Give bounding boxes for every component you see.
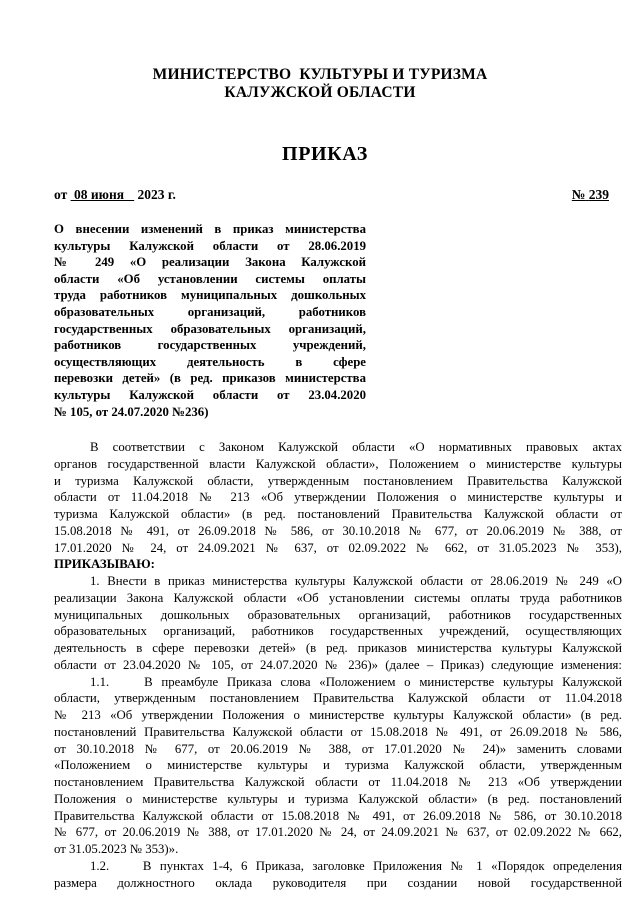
- body-line: от 31.05.2023 № 353)».: [54, 842, 179, 856]
- body-line: 1.2. В пунктах 1-4, 6 Приказа, заголовке Приложения № 1 «Порядок определения: [90, 858, 622, 873]
- body-line: деятельность в сфере перевозки детей» (в ред. приказов министерства культуры Калужской: [54, 641, 622, 655]
- order-body: [54, 439, 622, 891]
- body-line: постановлением Правительства Калужской области от 11.04.2018 № 213 «Об утверждении: [54, 775, 622, 789]
- order-date: [54, 187, 176, 203]
- order-number: [572, 187, 609, 203]
- body-line: размера должностного оклада руководителя при создании новой государственной: [54, 875, 622, 890]
- document-title: ПРИКАЗ: [282, 143, 368, 165]
- body-line: 15.08.2018 № 491, от 26.09.2018 № 586, от 30.10.2018 № 677, от 20.06.2019 № 388, от: [54, 523, 622, 538]
- body-line: № 677, от 20.06.2019 № 388, от 17.01.2020 № 24, от 24.09.2021 № 637, от 02.09.2022 № 662,: [54, 825, 622, 840]
- body-line: области, утвержденным постановлением Правительства Калужской области от 11.04.2018: [54, 691, 622, 706]
- subject-line: № 249 «О реализации Закона Калужской: [54, 255, 366, 270]
- number-value: 239: [588, 187, 609, 202]
- date-year: 2023 г.: [137, 187, 176, 202]
- ministry-header-line-1: МИНИСТЕРСТВО КУЛЬТУРЫ И ТУРИЗМА: [152, 66, 488, 83]
- body-line: области от 23.04.2020 № 105, от 24.07.2020 № 236)» (далее – Приказ) следующие изменения:: [54, 657, 622, 672]
- subject-line: культуры Калужской области от 23.04.2020: [54, 387, 366, 402]
- body-line: от 30.10.2018 № 677, от 20.06.2019 № 388, от 17.01.2020 № 24)» заменить словами: [54, 741, 622, 756]
- subject-line: государственных образовательных организаций,: [54, 321, 366, 336]
- date-day-month: 08 июня: [73, 187, 125, 202]
- subject-line: О внесении изменений в приказ министерства: [54, 222, 366, 236]
- subject-line: труда работников муниципальных дошкольных: [54, 288, 366, 303]
- subject-line: перевозки детей» (в ред. приказов министерства: [54, 371, 366, 386]
- body-line: 1. Внести в приказ министерства культуры Калужской области от 28.06.2019 № 249 «О: [90, 574, 622, 588]
- body-line: постановлений Правительства Калужской области от 15.08.2018 № 491, от 26.09.2018 № 586,: [54, 724, 622, 739]
- order-subject: [54, 221, 366, 420]
- date-prefix: от: [54, 187, 68, 202]
- body-line: «Положением о министерстве культуры и туризма Калужской области, утвержденным: [54, 758, 622, 773]
- body-line: № 213 «Об утверждении Положения о министерстве культуры Калужской области» (в ред.: [54, 708, 622, 722]
- body-line: 17.01.2020 № 24, от 24.09.2021 № 637, от 02.09.2022 № 662, от 31.05.2023 № 353),: [54, 540, 622, 555]
- body-line: Положения о министерстве культуры и туризма Калужской области» (в ред. постановлений: [54, 791, 622, 806]
- number-prefix: №: [571, 187, 586, 202]
- body-line: области от 11.04.2018 № 213 «Об утверждении Положения о министерстве культуры и: [54, 490, 622, 505]
- body-line: реализации Закона Калужской области «Об установлении системы оплаты труда работников: [54, 590, 622, 605]
- body-line: муниципальных дошкольных образовательных организаций, работников государственных: [54, 607, 622, 622]
- body-line: и туризма Калужской области, утвержденным постановлением Правительства Калужской: [54, 473, 622, 488]
- subject-line: осуществляющих деятельность в сфере: [54, 354, 366, 369]
- body-line: Правительства Калужской области от 15.08.2018 № 491, от 26.09.2018 № 586, от 30.10.2018: [54, 808, 622, 823]
- subject-line: работников государственных учреждений,: [54, 338, 366, 353]
- body-line: образовательных организаций, работников государственных учреждений, осуществляющих: [54, 624, 622, 639]
- ministry-header: [0, 66, 640, 102]
- body-line: туризма Калужской области» (в ред. постановлений Правительства Калужской области от: [54, 507, 622, 521]
- subject-line: области «Об установлении системы оплаты: [54, 271, 366, 286]
- subject-line: № 105, от 24.07.2020 №236): [54, 404, 209, 419]
- body-line: органов государственной власти Калужской области», Положением о министерстве культуры: [54, 456, 622, 471]
- ministry-header-line-2: КАЛУЖСКОЙ ОБЛАСТИ: [224, 84, 416, 101]
- order-directive: ПРИКАЗЫВАЮ:: [54, 557, 155, 572]
- body-line: В соответствии с Законом Калужской области «О нормативных правовых актах: [90, 440, 622, 454]
- body-line: 1.1. В преамбуле Приказа слова «Положением о министерстве культуры Калужской: [90, 674, 622, 689]
- subject-line: культуры Калужской области от 28.06.2019: [54, 238, 366, 253]
- subject-line: образовательных организаций, работников: [54, 304, 366, 319]
